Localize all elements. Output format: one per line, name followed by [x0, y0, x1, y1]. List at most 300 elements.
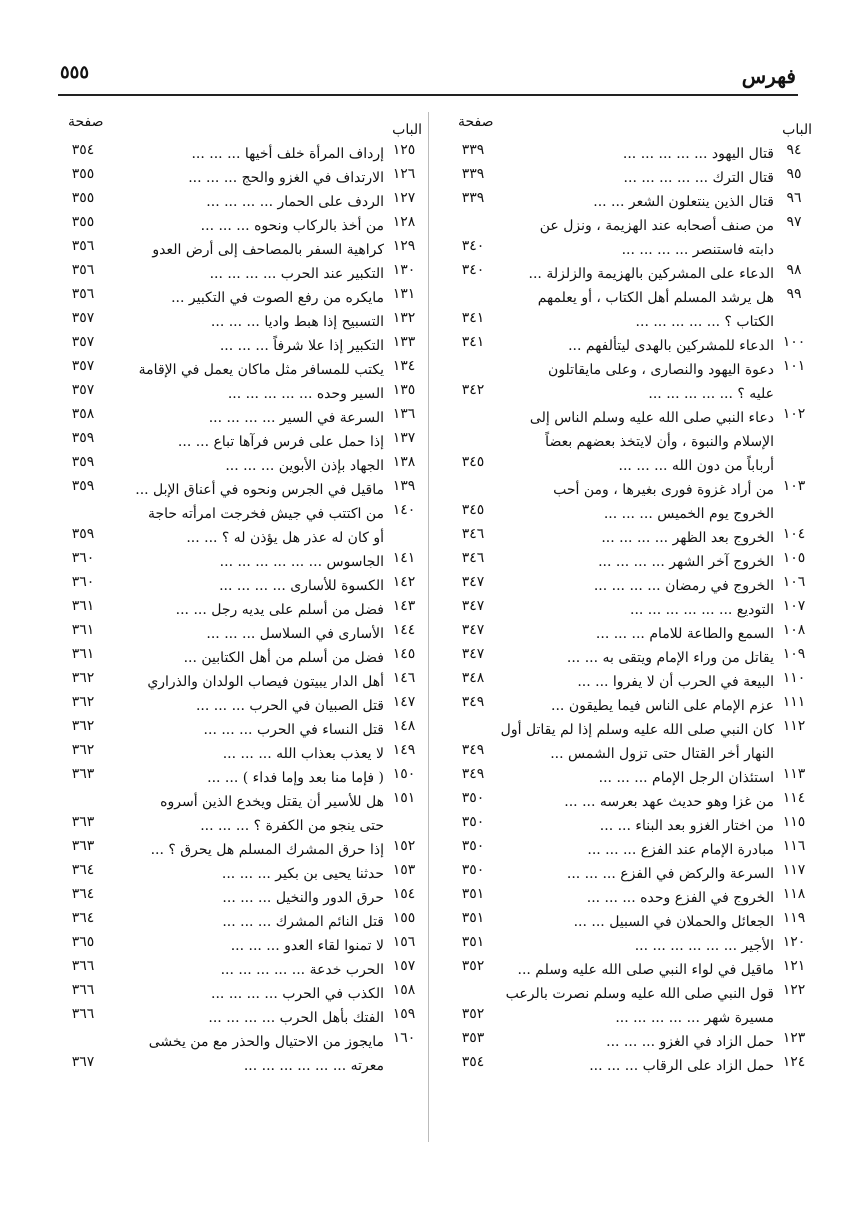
- chapter-title-line: الجاسوس ... ... ... ... ... ...: [219, 554, 384, 570]
- chapter-title: [108, 262, 384, 286]
- page-ref: ٣٣٩: [461, 166, 485, 182]
- index-entry: [448, 142, 814, 166]
- chapter-title: [498, 478, 774, 526]
- chapter-number: ١٢٣: [782, 1030, 806, 1046]
- page-ref: ٣٥٩: [71, 430, 95, 446]
- chapter-number: ١٠٤: [782, 526, 806, 542]
- page-ref: ٣٥٤: [461, 1054, 485, 1070]
- page-ref: ٣٥٧: [71, 382, 95, 398]
- page-ref: ٣٦٤: [71, 910, 95, 926]
- index-entry: [58, 190, 424, 214]
- chapter-number: ٩٦: [786, 190, 802, 206]
- index-entry: [58, 238, 424, 262]
- chapter-title-line: حمل الزاد على الرقاب ... ... ...: [589, 1058, 774, 1074]
- page-ref: ٣٦٣: [71, 838, 95, 854]
- chapter-title-line: الخروج في رمضان ... ... ... ...: [593, 578, 774, 594]
- chapter-title-line: أرباباً من دون الله ... ... ...: [618, 458, 774, 474]
- index-entry: [448, 262, 814, 286]
- chapter-title: [498, 670, 774, 694]
- page-label: صفحة: [68, 114, 104, 130]
- chapter-title-line: من غزا وهو حديث عهد بعرسه ... ...: [564, 794, 774, 810]
- chapter-number: ١٥٩: [392, 1006, 416, 1022]
- chapter-number: ٩٩: [786, 286, 802, 302]
- page-ref: ٣٦١: [71, 646, 95, 662]
- chapter-title-line: مسيرة شهر ... ... ... ... ...: [615, 1010, 774, 1026]
- chapter-number: ١٣١: [392, 286, 416, 302]
- chapter-title-line: الإسلام والنبوة ، وأن لايتخذ بعضهم بعضاً: [545, 434, 774, 450]
- index-entry: [58, 838, 424, 862]
- chapter-title: [108, 886, 384, 910]
- page-ref: ٣٦١: [71, 598, 95, 614]
- chapter-title-line: قتل الصبيان في الحرب ... ... ...: [195, 698, 384, 714]
- chapter-title: [498, 934, 774, 958]
- chapter-title: [108, 838, 384, 862]
- index-entry: [58, 286, 424, 310]
- index-entry: [58, 310, 424, 334]
- page-ref: ٣٤١: [461, 310, 485, 326]
- chapter-title-line: هل يرشد المسلم أهل الكتاب ، أو يعلمهم: [537, 290, 774, 306]
- chapter-title-line: فضل من أسلم على يديه رجل ... ...: [175, 602, 384, 618]
- column-header: [58, 112, 424, 142]
- chapter-title: [498, 646, 774, 670]
- chapter-number: ١١٠: [782, 670, 806, 686]
- index-entry: [448, 694, 814, 718]
- chapter-title-line: ماقيل في الجرس ونحوه في أعناق الإبل ...: [135, 482, 384, 498]
- header-rule: [58, 94, 798, 96]
- chapter-title-line: السمع والطاعة للامام ... ... ...: [595, 626, 774, 642]
- chapter-title-line: الجهاد بإذن الأبوين ... ... ...: [225, 458, 384, 474]
- chapter-number: ١٢٨: [392, 214, 416, 230]
- chapter-title-line: مايكره من رفع الصوت في التكبير ...: [171, 290, 384, 306]
- chapter-title-line: إذا حمل على فرس فرآها تباع ... ...: [177, 434, 384, 450]
- page-ref: ٣٤٢: [461, 382, 485, 398]
- index-entry: [448, 286, 814, 334]
- index-entry: [448, 478, 814, 526]
- chapter-number: ١٥٧: [392, 958, 416, 974]
- chapter-number: ١٢٢: [782, 982, 806, 998]
- chapter-number: ١٤٩: [392, 742, 416, 758]
- index-entry: [448, 766, 814, 790]
- chapter-number: ١٠٧: [782, 598, 806, 614]
- page-ref: ٣٦٣: [71, 814, 95, 830]
- chapter-title-line: الكسوة للأسارى ... ... ... ...: [219, 578, 384, 594]
- chapter-title-line: الأسارى في السلاسل ... ... ...: [206, 626, 384, 642]
- chapter-title-line: التوديع ... ... ... ... ... ...: [630, 602, 774, 618]
- chapter-number: ١٥٥: [392, 910, 416, 926]
- chapter-title: [108, 382, 384, 406]
- chapter-number: ١٣٦: [392, 406, 416, 422]
- chapter-title-line: استئذان الرجل الإمام ... ... ...: [598, 770, 774, 786]
- chapter-title: [498, 574, 774, 598]
- index-entry: [58, 214, 424, 238]
- page-ref: ٣٥٠: [461, 838, 485, 854]
- chapter-title-line: عليه ؟ ... ... ... ... ...: [648, 386, 774, 402]
- index-entry: [448, 358, 814, 406]
- chapter-number: ١٦٠: [392, 1030, 416, 1046]
- chapter-title-line: الكذب في الحرب ... ... ... ...: [211, 986, 384, 1002]
- chapter-title-line: حمل الزاد في الغزو ... ... ...: [606, 1034, 774, 1050]
- chapter-title-line: قول النبي صلى الله عليه وسلم نصرت بالرعب: [505, 986, 774, 1002]
- page-ref: ٣٦٦: [71, 958, 95, 974]
- chapter-number: ١٠٣: [782, 478, 806, 494]
- chapter-title: [498, 790, 774, 814]
- index-entry: [448, 838, 814, 862]
- chapter-title-line: من أخذ بالركاب ونحوه ... ... ...: [200, 218, 384, 234]
- chapter-title-line: الحرب خدعة ... ... ... ... ...: [220, 962, 384, 978]
- page-ref: ٣٥١: [461, 910, 485, 926]
- page-ref: ٣٥٤: [71, 142, 95, 158]
- chapter-number: ١٢٩: [392, 238, 416, 254]
- index-column-left: [58, 112, 424, 1142]
- page-ref: ٣٥٥: [71, 190, 95, 206]
- chapter-number: ١٢٧: [392, 190, 416, 206]
- chapter-title: [498, 406, 774, 478]
- page-ref: ٣٤٩: [461, 742, 485, 758]
- chapter-number: ١٤٤: [392, 622, 416, 638]
- chapter-title: [498, 286, 774, 334]
- page-ref: ٣٦٠: [71, 574, 95, 590]
- chapter-title: [108, 982, 384, 1006]
- chapter-title: [108, 190, 384, 214]
- chapter-title-line: الأجير ... ... ... ... ... ...: [634, 938, 774, 954]
- index-entry: [448, 790, 814, 814]
- page-ref: ٣٣٩: [461, 190, 485, 206]
- chapter-number: ١٤٢: [392, 574, 416, 590]
- chapter-number: ١٠٦: [782, 574, 806, 590]
- page-ref: ٣٦٤: [71, 862, 95, 878]
- index-entry: [58, 166, 424, 190]
- page-ref: ٣٥٨: [71, 406, 95, 422]
- chapter-title: [498, 1054, 774, 1078]
- chapter-title-line: دابته فاستنصر ... ... ... ...: [621, 242, 774, 258]
- chapter-title-line: كراهية السفر بالمصاحف إلى أرض العدو: [152, 242, 384, 258]
- chapter-title-line: دعاء النبي صلى الله عليه وسلم الناس إلى: [529, 410, 774, 426]
- page-ref: ٣٤٥: [461, 502, 485, 518]
- chapter-title: [498, 814, 774, 838]
- chapter-title: [108, 742, 384, 766]
- chapter-number: ١٥١: [392, 790, 416, 806]
- chapter-title: [498, 622, 774, 646]
- chapter-title: [108, 334, 384, 358]
- chapter-number: ١٤٦: [392, 670, 416, 686]
- page-ref: ٣٥٧: [71, 334, 95, 350]
- page-ref: ٣٦٦: [71, 1006, 95, 1022]
- page-ref: ٣٦٦: [71, 982, 95, 998]
- page-ref: ٣٦٢: [71, 670, 95, 686]
- chapter-number: ١١٤: [782, 790, 806, 806]
- page-ref: ٣٦١: [71, 622, 95, 638]
- page-ref: ٣٤٩: [461, 766, 485, 782]
- chapter-title: [498, 886, 774, 910]
- chapter-number: ١١٢: [782, 718, 806, 734]
- page-ref: ٣٥٦: [71, 286, 95, 302]
- chapter-title: [108, 766, 384, 790]
- chapter-title-line: حرق الدور والنخيل ... ... ...: [222, 890, 384, 906]
- page-ref: ٣٣٩: [461, 142, 485, 158]
- index-entry: [58, 598, 424, 622]
- chapter-title-line: الخروج في الفزع وحده ... ... ...: [586, 890, 774, 906]
- index-entry: [58, 934, 424, 958]
- column-header: [448, 112, 814, 142]
- page-ref: ٣٤٦: [461, 550, 485, 566]
- chapter-title-line: السير وحده ... ... ... ... ...: [227, 386, 384, 402]
- index-entry: [58, 574, 424, 598]
- chapter-title: [498, 694, 774, 718]
- index-entry: [448, 214, 814, 262]
- chapter-title: [498, 862, 774, 886]
- chapter-title-line: الكتاب ؟ ... ... ... ... ...: [635, 314, 774, 330]
- page-ref: ٣٦٣: [71, 766, 95, 782]
- page-ref: ٣٤٠: [461, 262, 485, 278]
- chapter-number: ١٢٤: [782, 1054, 806, 1070]
- chapter-title-line: حدثنا يحيى بن بكير ... ... ...: [221, 866, 384, 882]
- page-ref: ٣٥٢: [461, 958, 485, 974]
- chapter-number: ١٥٦: [392, 934, 416, 950]
- chapter-number: ١٠٢: [782, 406, 806, 422]
- chapter-title-line: النهار أخر القتال حتى تزول الشمس ...: [550, 746, 774, 762]
- chapter-title-line: أهل الدار يبيتون فيصاب الولدان والذراري: [147, 674, 384, 690]
- chapter-title-line: هل للأسير أن يقتل ويخدع الذين أسروه: [160, 794, 384, 810]
- chapter-number: ١١١: [782, 694, 806, 710]
- chapter-number: ١٤٨: [392, 718, 416, 734]
- page-ref: ٣٦٢: [71, 718, 95, 734]
- index-entry: [58, 862, 424, 886]
- chapter-title-line: من اختار الغزو بعد البناء ... ...: [599, 818, 774, 834]
- index-entry: [448, 670, 814, 694]
- chapter-title-line: الردف على الحمار ... ... ... ...: [206, 194, 384, 210]
- index-entry: [448, 862, 814, 886]
- index-entry: [448, 934, 814, 958]
- page-ref: ٣٦٤: [71, 886, 95, 902]
- chapter-title: [498, 214, 774, 262]
- page-ref: ٣٤٧: [461, 622, 485, 638]
- chapter-title: [498, 334, 774, 358]
- chapter-title-line: فضل من أسلم من أهل الكتابين ...: [183, 650, 384, 666]
- chapter-title-line: أو كان له عذر هل يؤذن له ؟ ... ...: [186, 530, 384, 546]
- chapter-title: [108, 430, 384, 454]
- page-ref: ٣٥٠: [461, 790, 485, 806]
- index-entry: [448, 550, 814, 574]
- chapter-number: ٩٥: [786, 166, 802, 182]
- page-ref: ٣٥٦: [71, 238, 95, 254]
- index-entry: [58, 502, 424, 550]
- chapter-title-line: قتل النساء في الحرب ... ... ...: [203, 722, 384, 738]
- chapter-title: [108, 1006, 384, 1030]
- chapter-number: ١٢٠: [782, 934, 806, 950]
- chapter-title: [498, 550, 774, 574]
- page-number: ٥٥٥: [60, 62, 90, 83]
- chapter-title: [108, 286, 384, 310]
- chapter-number: ١٤٥: [392, 646, 416, 662]
- chapter-title: [108, 958, 384, 982]
- chapter-title-line: الخروج بعد الظهر ... ... ... ...: [601, 530, 774, 546]
- index-entry: [58, 382, 424, 406]
- page-ref: ٣٥٠: [461, 814, 485, 830]
- chapter-title-line: الفتك بأهل الحرب ... ... ... ...: [208, 1010, 384, 1026]
- index-entry: [58, 478, 424, 502]
- chapter-title-line: لا يعذب بعذاب الله ... ... ...: [222, 746, 384, 762]
- page-ref: ٣٥٥: [71, 166, 95, 182]
- page-ref: ٣٤٦: [461, 526, 485, 542]
- page-ref: ٣٥٩: [71, 454, 95, 470]
- chapter-title: [108, 1030, 384, 1078]
- index-entry: [448, 1054, 814, 1078]
- chapter-number: ١٣٤: [392, 358, 416, 374]
- index-entry: [58, 550, 424, 574]
- chapter-title-line: الجعائل والحملان في السبيل ... ...: [573, 914, 774, 930]
- chapter-number: ١٣٥: [392, 382, 416, 398]
- chapter-number: ١١٧: [782, 862, 806, 878]
- page-ref: ٣٤٨: [461, 670, 485, 686]
- page-ref: ٣٤٥: [461, 454, 485, 470]
- chapter-number: ٩٧: [786, 214, 802, 230]
- chapter-title: [108, 646, 384, 670]
- page-ref: ٣٥٣: [461, 1030, 485, 1046]
- chapter-title: [108, 310, 384, 334]
- index-entry: [58, 790, 424, 838]
- chapter-title: [108, 478, 384, 502]
- index-entry: [58, 430, 424, 454]
- chapter-title-line: الدعاء للمشركين بالهدى ليتألفهم ...: [568, 338, 774, 354]
- index-entry: [448, 1030, 814, 1054]
- chapter-number: ١٣٠: [392, 262, 416, 278]
- index-entry: [58, 958, 424, 982]
- page-ref: ٣٦٥: [71, 934, 95, 950]
- chapter-title: [108, 238, 384, 262]
- index-entry: [58, 1006, 424, 1030]
- page-ref: ٣٥٥: [71, 214, 95, 230]
- chapter-title: [108, 502, 384, 550]
- index-entry: [448, 526, 814, 550]
- page-ref: ٣٤٩: [461, 694, 485, 710]
- chapter-title: [108, 694, 384, 718]
- chapter-number: ١٤٧: [392, 694, 416, 710]
- chapter-title: [108, 862, 384, 886]
- chapter-title-line: الخروج يوم الخميس ... ... ...: [603, 506, 774, 522]
- index-entry: [58, 262, 424, 286]
- index-entry: [58, 622, 424, 646]
- index-entry: [58, 886, 424, 910]
- page-ref: ٣٤١: [461, 334, 485, 350]
- index-entry: [58, 766, 424, 790]
- bab-label: الباب: [782, 122, 812, 138]
- chapter-title: [108, 790, 384, 838]
- chapter-title: [498, 910, 774, 934]
- column-divider: [428, 112, 429, 1142]
- chapter-title: [108, 910, 384, 934]
- chapter-number: ١١٨: [782, 886, 806, 902]
- page-ref: ٣٥١: [461, 886, 485, 902]
- chapter-number: ١٣٩: [392, 478, 416, 494]
- chapter-title-line: معرته ... ... ... ... ... ...: [243, 1058, 384, 1074]
- index-entry: [448, 646, 814, 670]
- index-entry: [58, 910, 424, 934]
- index-entry: [448, 982, 814, 1030]
- chapter-title-line: البيعة في الحرب أن لا يفروا ... ...: [577, 674, 774, 690]
- chapter-number: ١٠٥: [782, 550, 806, 566]
- chapter-title: [108, 598, 384, 622]
- index-entry: [448, 166, 814, 190]
- chapter-title-line: ماقيل في لواء النبي صلى الله عليه وسلم ...: [517, 962, 774, 978]
- index-entry: [58, 718, 424, 742]
- chapter-number: ١٤٣: [392, 598, 416, 614]
- chapter-title: [498, 526, 774, 550]
- index-entry: [448, 910, 814, 934]
- page-ref: ٣٤٧: [461, 574, 485, 590]
- chapter-title-line: السرعة في السير ... ... ... ...: [208, 410, 384, 426]
- chapter-title: [108, 550, 384, 574]
- chapter-number: ١٠١: [782, 358, 806, 374]
- index-entry: [448, 574, 814, 598]
- chapter-number: ١١٣: [782, 766, 806, 782]
- chapter-title: [498, 838, 774, 862]
- chapter-number: ١٣٣: [392, 334, 416, 350]
- chapter-number: ١٤١: [392, 550, 416, 566]
- page-ref: ٣٥١: [461, 934, 485, 950]
- chapter-number: ١٣٢: [392, 310, 416, 326]
- index-entry: [448, 190, 814, 214]
- page-ref: ٣٤٠: [461, 238, 485, 254]
- chapter-title: [498, 262, 774, 286]
- chapter-title: [108, 622, 384, 646]
- page-ref: ٣٥٢: [461, 1006, 485, 1022]
- chapter-title-line: السرعة والركض في الفزع ... ... ...: [566, 866, 774, 882]
- page-ref: ٣٥٧: [71, 310, 95, 326]
- chapter-title-line: يقاتل من وراء الإمام ويتقى به ... ...: [566, 650, 774, 666]
- bab-label: الباب: [392, 122, 422, 138]
- chapter-number: ١٥٢: [392, 838, 416, 854]
- chapter-number: ١١٩: [782, 910, 806, 926]
- chapter-title: [108, 574, 384, 598]
- page-ref: ٣٥٧: [71, 358, 95, 374]
- index-entry: [448, 886, 814, 910]
- chapter-title-line: لا تمنوا لقاء العدو ... ... ...: [230, 938, 384, 954]
- index-entry: [448, 718, 814, 766]
- index-entry: [448, 598, 814, 622]
- page-title: فهرس: [741, 64, 796, 88]
- page-ref: ٣٤٧: [461, 598, 485, 614]
- chapter-title-line: مايجوز من الاحتيال والحذر مع من يخشى: [148, 1034, 384, 1050]
- chapter-title-line: الدعاء على المشركين بالهزيمة والزلزلة ...: [528, 266, 774, 282]
- index-entry: [58, 982, 424, 1006]
- chapter-title-line: ( فإما منا بعد وإما فداء ) ... ...: [207, 770, 384, 786]
- chapter-number: ١٥٣: [392, 862, 416, 878]
- index-entry: [448, 958, 814, 982]
- chapter-number: ١٣٧: [392, 430, 416, 446]
- chapter-title-line: حتى ينجو من الكفرة ؟ ... ... ...: [200, 818, 384, 834]
- chapter-number: ١٥٤: [392, 886, 416, 902]
- page-ref: ٣٥٦: [71, 262, 95, 278]
- chapter-title: [108, 358, 384, 382]
- page-ref: ٣٥٩: [71, 478, 95, 494]
- chapter-title: [108, 142, 384, 166]
- chapter-number: ١٠٨: [782, 622, 806, 638]
- chapter-number: ١١٥: [782, 814, 806, 830]
- page-ref: ٣٦٢: [71, 694, 95, 710]
- chapter-number: ٩٤: [786, 142, 802, 158]
- chapter-number: ١٠٩: [782, 646, 806, 662]
- index-entry: [58, 742, 424, 766]
- chapter-title-line: دعوة اليهود والنصارى ، وعلى مايقاتلون: [548, 362, 774, 378]
- page-ref: ٣٥٠: [461, 862, 485, 878]
- page-label: صفحة: [458, 114, 494, 130]
- index-entry: [448, 334, 814, 358]
- index-entry: [58, 334, 424, 358]
- chapter-title-line: كان النبي صلى الله عليه وسلم إذا لم يقاتل أول: [500, 722, 774, 738]
- chapter-title-line: قتل النائم المشرك ... ... ...: [222, 914, 384, 930]
- index-entry: [58, 406, 424, 430]
- chapter-title: [498, 142, 774, 166]
